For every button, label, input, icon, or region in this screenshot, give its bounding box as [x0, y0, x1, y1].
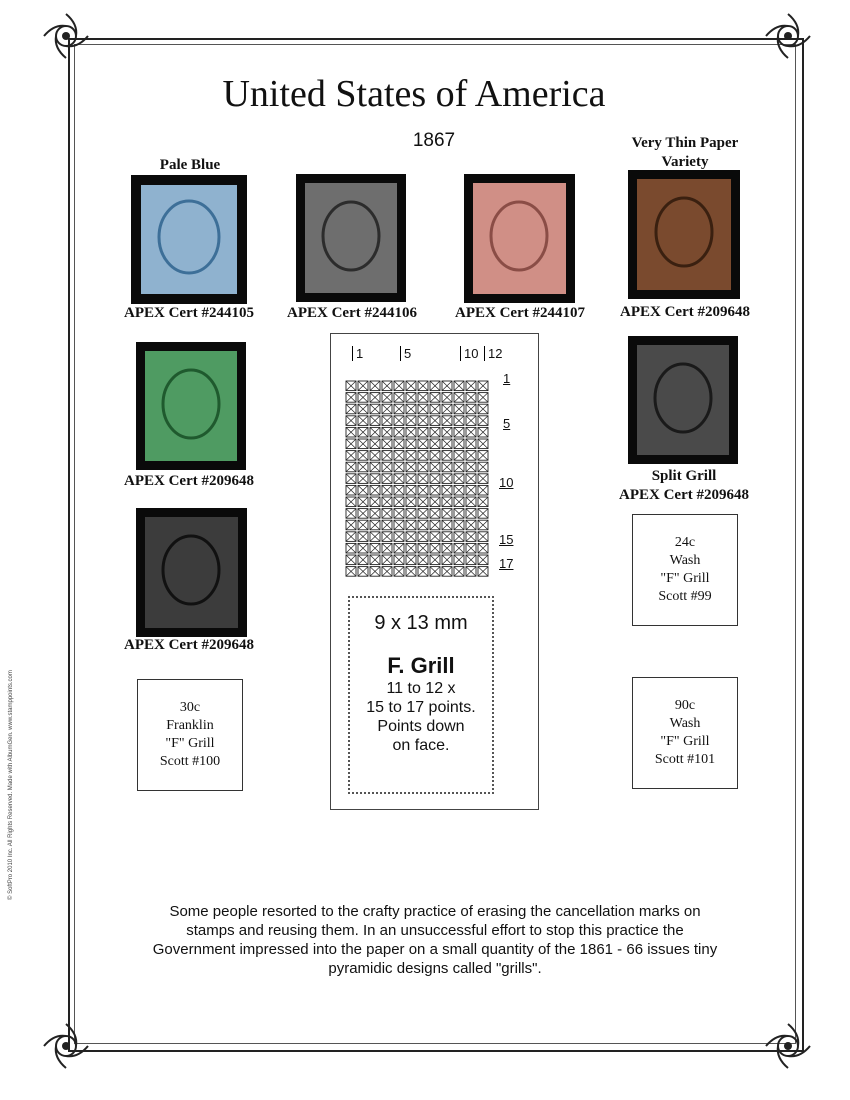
grill-point: [394, 416, 404, 426]
grill-point: [478, 474, 488, 484]
grill-point: [430, 451, 440, 461]
grill-col-tick: 10: [460, 346, 478, 361]
grill-point: [442, 520, 452, 530]
grill-point: [442, 404, 452, 414]
grill-point: [358, 439, 368, 449]
grill-point: [406, 497, 416, 507]
jackson-2c-stamp-icon: [296, 174, 406, 302]
grill-point: [442, 543, 452, 553]
grill-point: [358, 532, 368, 542]
grill-point: [382, 567, 392, 577]
grill-point: [346, 439, 356, 449]
grill-point: [418, 485, 428, 495]
grill-point: [418, 451, 428, 461]
grill-point: [454, 497, 464, 507]
grill-point: [382, 416, 392, 426]
grill-point: [382, 509, 392, 519]
grill-point: [442, 393, 452, 403]
stamp-mount-washington-12c[interactable]: [628, 336, 738, 464]
grill-point: [454, 485, 464, 495]
grill-point: [382, 474, 392, 484]
stamp-caption-lincoln-15c: APEX Cert #209648: [124, 637, 254, 653]
empty-space-30c[interactable]: [137, 679, 243, 791]
grill-point: [382, 543, 392, 553]
grill-point: [382, 485, 392, 495]
empty-space-90c[interactable]: [632, 677, 738, 789]
empty-space-line: 24c: [674, 535, 696, 550]
grill-point: [418, 439, 428, 449]
grill-point: [370, 532, 380, 542]
grill-point: [394, 439, 404, 449]
grill-point: [406, 416, 416, 426]
stamp-caption-split-grill: Split Grill: [651, 468, 717, 484]
empty-space-24c[interactable]: [632, 514, 738, 626]
grill-point: [370, 497, 380, 507]
grill-point: [382, 451, 392, 461]
stamp-caption-washington-10c: APEX Cert #209648: [124, 473, 254, 489]
grill-point: [346, 462, 356, 472]
grill-point: [466, 416, 476, 426]
grill-point: [346, 381, 356, 391]
copyright-notice: © SoftPro 2010 Inc. All Rights Reserved. Made with AlbumGen. www.stamppoints.com: [8, 670, 14, 900]
corner-ornament-bottom-right: [762, 1020, 814, 1072]
grill-point: [406, 427, 416, 437]
stamp-mount-lincoln-15c[interactable]: [136, 508, 247, 637]
corner-ornament-bottom-left: [40, 1020, 92, 1072]
grill-point: [466, 543, 476, 553]
grill-point: [454, 567, 464, 577]
grill-point: [466, 427, 476, 437]
grill-point: [454, 427, 464, 437]
grill-point: [394, 509, 404, 519]
page-title: United States of America: [222, 73, 606, 115]
grill-row-tick: 5: [503, 416, 511, 431]
grill-row-tick: 10: [499, 475, 514, 490]
grill-point: [442, 462, 452, 472]
grill-point: [394, 462, 404, 472]
empty-space-line: "F" Grill: [660, 571, 710, 586]
grill-point: [466, 381, 476, 391]
corner-ornament-top-left: [40, 10, 92, 62]
grill-point: [430, 381, 440, 391]
grill-point: [382, 555, 392, 565]
grill-point: [382, 520, 392, 530]
grill-point: [370, 543, 380, 553]
grill-desc-line: 15 to 17 points.: [366, 699, 476, 716]
grill-point: [358, 451, 368, 461]
grill-point: [406, 393, 416, 403]
grill-info-box: [348, 596, 494, 794]
grill-point: [358, 462, 368, 472]
grill-point: [358, 381, 368, 391]
grill-point: [442, 474, 452, 484]
grill-point: [454, 474, 464, 484]
empty-space-line: Scott #100: [159, 754, 221, 769]
stamp-caption-jackson-2c: APEX Cert #244106: [287, 305, 417, 321]
grill-point: [466, 439, 476, 449]
grill-point: [442, 427, 452, 437]
grill-point: [346, 427, 356, 437]
grill-point: [454, 532, 464, 542]
grill-point: [430, 462, 440, 472]
grill-point: [430, 567, 440, 577]
stamp-caption-washington-12c: APEX Cert #209648: [619, 487, 749, 503]
grill-point: [454, 462, 464, 472]
grill-point: [466, 474, 476, 484]
grill-point: [370, 427, 380, 437]
grill-point: [430, 543, 440, 553]
grill-point: [358, 497, 368, 507]
grill-point: [454, 393, 464, 403]
grill-point: [478, 439, 488, 449]
grill-point: [394, 474, 404, 484]
grill-point: [382, 462, 392, 472]
grill-point: [346, 393, 356, 403]
grill-point: [370, 520, 380, 530]
grill-point: [418, 462, 428, 472]
grill-point: [370, 404, 380, 414]
grill-point: [466, 451, 476, 461]
washington-12c-stamp-icon: [628, 336, 738, 464]
grill-point: [370, 555, 380, 565]
grill-desc-line: 11 to 12 x: [386, 680, 456, 697]
grill-point: [478, 462, 488, 472]
grill-point: [394, 451, 404, 461]
grill-row-tick: 17: [499, 556, 514, 571]
grill-point: [454, 509, 464, 519]
grill-point: [442, 497, 452, 507]
grill-point: [358, 485, 368, 495]
grill-point: [358, 474, 368, 484]
empty-space-line: Scott #101: [654, 752, 716, 767]
grill-point: [358, 567, 368, 577]
corner-ornament-top-right: [762, 10, 814, 62]
grill-point: [430, 555, 440, 565]
grill-point: [370, 567, 380, 577]
grill-point: [466, 485, 476, 495]
empty-space-line: Scott #99: [658, 589, 712, 604]
grill-point: [430, 474, 440, 484]
grill-point: [466, 509, 476, 519]
grill-point: [454, 416, 464, 426]
grill-point: [406, 567, 416, 577]
grill-desc-line: on face.: [392, 737, 450, 754]
grill-point: [430, 439, 440, 449]
empty-space-line: 30c: [179, 700, 201, 715]
grill-point: [442, 416, 452, 426]
grill-point: [418, 567, 428, 577]
washington-10c-stamp-icon: [136, 342, 246, 470]
grill-point: [478, 532, 488, 542]
grill-point: [346, 532, 356, 542]
grill-point: [418, 404, 428, 414]
grill-point: [370, 416, 380, 426]
grill-point: [478, 451, 488, 461]
grill-point: [466, 520, 476, 530]
grill-point: [394, 543, 404, 553]
franklin-1c-stamp-icon: [131, 175, 247, 304]
empty-space-line: "F" Grill: [165, 736, 215, 751]
grill-point: [454, 543, 464, 553]
grill-point: [478, 543, 488, 553]
grill-point: [466, 555, 476, 565]
grill-history-paragraph: Some people resorted to the crafty practice of erasing the cancellation marks on stamps and reusing them. In an unsuccessful effort to stop this practice the Government impressed into the paper on a small quantity of the 1861 - 66 issues tiny pyramidic designs called "grills".: [152, 903, 718, 977]
grill-point: [406, 509, 416, 519]
grill-point: [394, 404, 404, 414]
stamp-mount-washington-3c[interactable]: [464, 174, 575, 303]
grill-point: [466, 393, 476, 403]
grill-point: [346, 404, 356, 414]
grill-point: [394, 555, 404, 565]
stamp-top-label-jefferson-5c: Very Thin Paper Variety: [631, 135, 739, 170]
grill-point: [346, 485, 356, 495]
grill-point: [394, 497, 404, 507]
grill-point: [454, 555, 464, 565]
stamp-mount-jefferson-5c[interactable]: [628, 170, 740, 299]
grill-point: [442, 485, 452, 495]
grill-point: [382, 439, 392, 449]
grill-point: [418, 532, 428, 542]
grill-point: [430, 393, 440, 403]
grill-point: [358, 404, 368, 414]
grill-point: [382, 497, 392, 507]
grill-point: [406, 381, 416, 391]
grill-point: [406, 543, 416, 553]
lincoln-15c-stamp-icon: [136, 508, 247, 637]
grill-point: [406, 532, 416, 542]
page-year: 1867: [412, 130, 456, 151]
empty-space-line: Franklin: [166, 718, 214, 733]
grill-point: [430, 532, 440, 542]
grill-point: [406, 474, 416, 484]
empty-space-line: Wash: [669, 716, 701, 731]
grill-point: [478, 393, 488, 403]
grill-point: [466, 404, 476, 414]
grill-point: [382, 427, 392, 437]
grill-point: [370, 474, 380, 484]
empty-space-line: 90c: [674, 698, 696, 713]
grill-point: [394, 532, 404, 542]
grill-point: [418, 427, 428, 437]
grill-size: 9 x 13 mm: [374, 612, 468, 634]
grill-point: [466, 567, 476, 577]
grill-point: [406, 451, 416, 461]
grill-point: [454, 439, 464, 449]
grill-point: [478, 520, 488, 530]
grill-point: [406, 462, 416, 472]
grill-point: [406, 555, 416, 565]
grill-point: [418, 520, 428, 530]
grill-point: [346, 520, 356, 530]
grill-point: [430, 520, 440, 530]
grill-point: [418, 543, 428, 553]
grill-point: [430, 427, 440, 437]
stamp-mount-washington-10c[interactable]: [136, 342, 246, 470]
grill-point: [358, 520, 368, 530]
grill-point: [418, 381, 428, 391]
grill-point: [418, 416, 428, 426]
grill-point: [418, 555, 428, 565]
grill-point: [382, 381, 392, 391]
stamp-caption-franklin-1c: APEX Cert #244105: [124, 305, 254, 321]
grill-point: [382, 532, 392, 542]
grill-point: [478, 381, 488, 391]
grill-point: [394, 485, 404, 495]
grill-point: [370, 485, 380, 495]
grill-point: [478, 416, 488, 426]
grill-point: [406, 439, 416, 449]
grill-point: [370, 393, 380, 403]
grill-point: [346, 509, 356, 519]
grill-point: [442, 509, 452, 519]
grill-point: [346, 543, 356, 553]
grill-point: [370, 381, 380, 391]
empty-space-line: Wash: [669, 553, 701, 568]
grill-point: [346, 497, 356, 507]
grill-point: [442, 381, 452, 391]
grill-point: [430, 416, 440, 426]
grill-name: F. Grill: [387, 653, 455, 678]
grill-col-tick: 12: [484, 346, 502, 361]
grill-point: [394, 520, 404, 530]
grill-point: [442, 439, 452, 449]
grill-point: [346, 555, 356, 565]
grill-point: [394, 393, 404, 403]
stamp-mount-franklin-1c[interactable]: [131, 175, 247, 304]
stamp-mount-jackson-2c[interactable]: [296, 174, 406, 302]
stamp-caption-jefferson-5c: APEX Cert #209648: [620, 304, 750, 320]
grill-point: [346, 567, 356, 577]
grill-point: [478, 427, 488, 437]
grill-point: [454, 520, 464, 530]
grill-point: [358, 543, 368, 553]
grill-point: [478, 509, 488, 519]
grill-point: [370, 451, 380, 461]
grill-point: [478, 404, 488, 414]
grill-point: [430, 485, 440, 495]
grill-point: [454, 381, 464, 391]
grill-point: [442, 451, 452, 461]
grill-point: [346, 451, 356, 461]
grill-point-grid: [345, 380, 495, 578]
grill-point: [454, 451, 464, 461]
grill-point: [466, 497, 476, 507]
grill-point: [394, 567, 404, 577]
empty-space-line: "F" Grill: [660, 734, 710, 749]
grill-row-tick: 15: [499, 532, 514, 547]
grill-point: [418, 393, 428, 403]
grill-point: [370, 439, 380, 449]
grill-point: [382, 393, 392, 403]
grill-point: [430, 404, 440, 414]
jefferson-5c-stamp-icon: [628, 170, 740, 299]
grill-point: [394, 427, 404, 437]
grill-col-tick: 1: [352, 346, 363, 361]
grill-point: [418, 497, 428, 507]
grill-point: [442, 555, 452, 565]
grill-point: [394, 381, 404, 391]
grill-point: [478, 567, 488, 577]
grill-point: [406, 404, 416, 414]
grill-point: [370, 462, 380, 472]
grill-point: [418, 509, 428, 519]
grill-point: [358, 427, 368, 437]
stamp-caption-washington-3c: APEX Cert #244107: [455, 305, 585, 321]
grill-point: [346, 416, 356, 426]
grill-point: [430, 509, 440, 519]
grill-desc-line: Points down: [377, 718, 465, 735]
grill-point: [466, 532, 476, 542]
grill-point: [478, 555, 488, 565]
grill-col-tick: 5: [400, 346, 411, 361]
stamp-top-label-franklin-1c: Pale Blue: [159, 157, 221, 173]
grill-point: [466, 462, 476, 472]
grill-point: [442, 567, 452, 577]
grill-point: [430, 497, 440, 507]
grill-point: [442, 532, 452, 542]
grill-row-tick: 1: [503, 371, 511, 386]
grill-point: [358, 509, 368, 519]
grill-point: [346, 474, 356, 484]
washington-3c-stamp-icon: [464, 174, 575, 303]
grill-point: [478, 485, 488, 495]
grill-point: [478, 497, 488, 507]
grill-point: [418, 474, 428, 484]
grill-point: [358, 555, 368, 565]
grill-point: [406, 485, 416, 495]
grill-point: [358, 393, 368, 403]
grill-point: [406, 520, 416, 530]
grill-point: [358, 416, 368, 426]
grill-point: [370, 509, 380, 519]
grill-point: [382, 404, 392, 414]
grill-point: [454, 404, 464, 414]
